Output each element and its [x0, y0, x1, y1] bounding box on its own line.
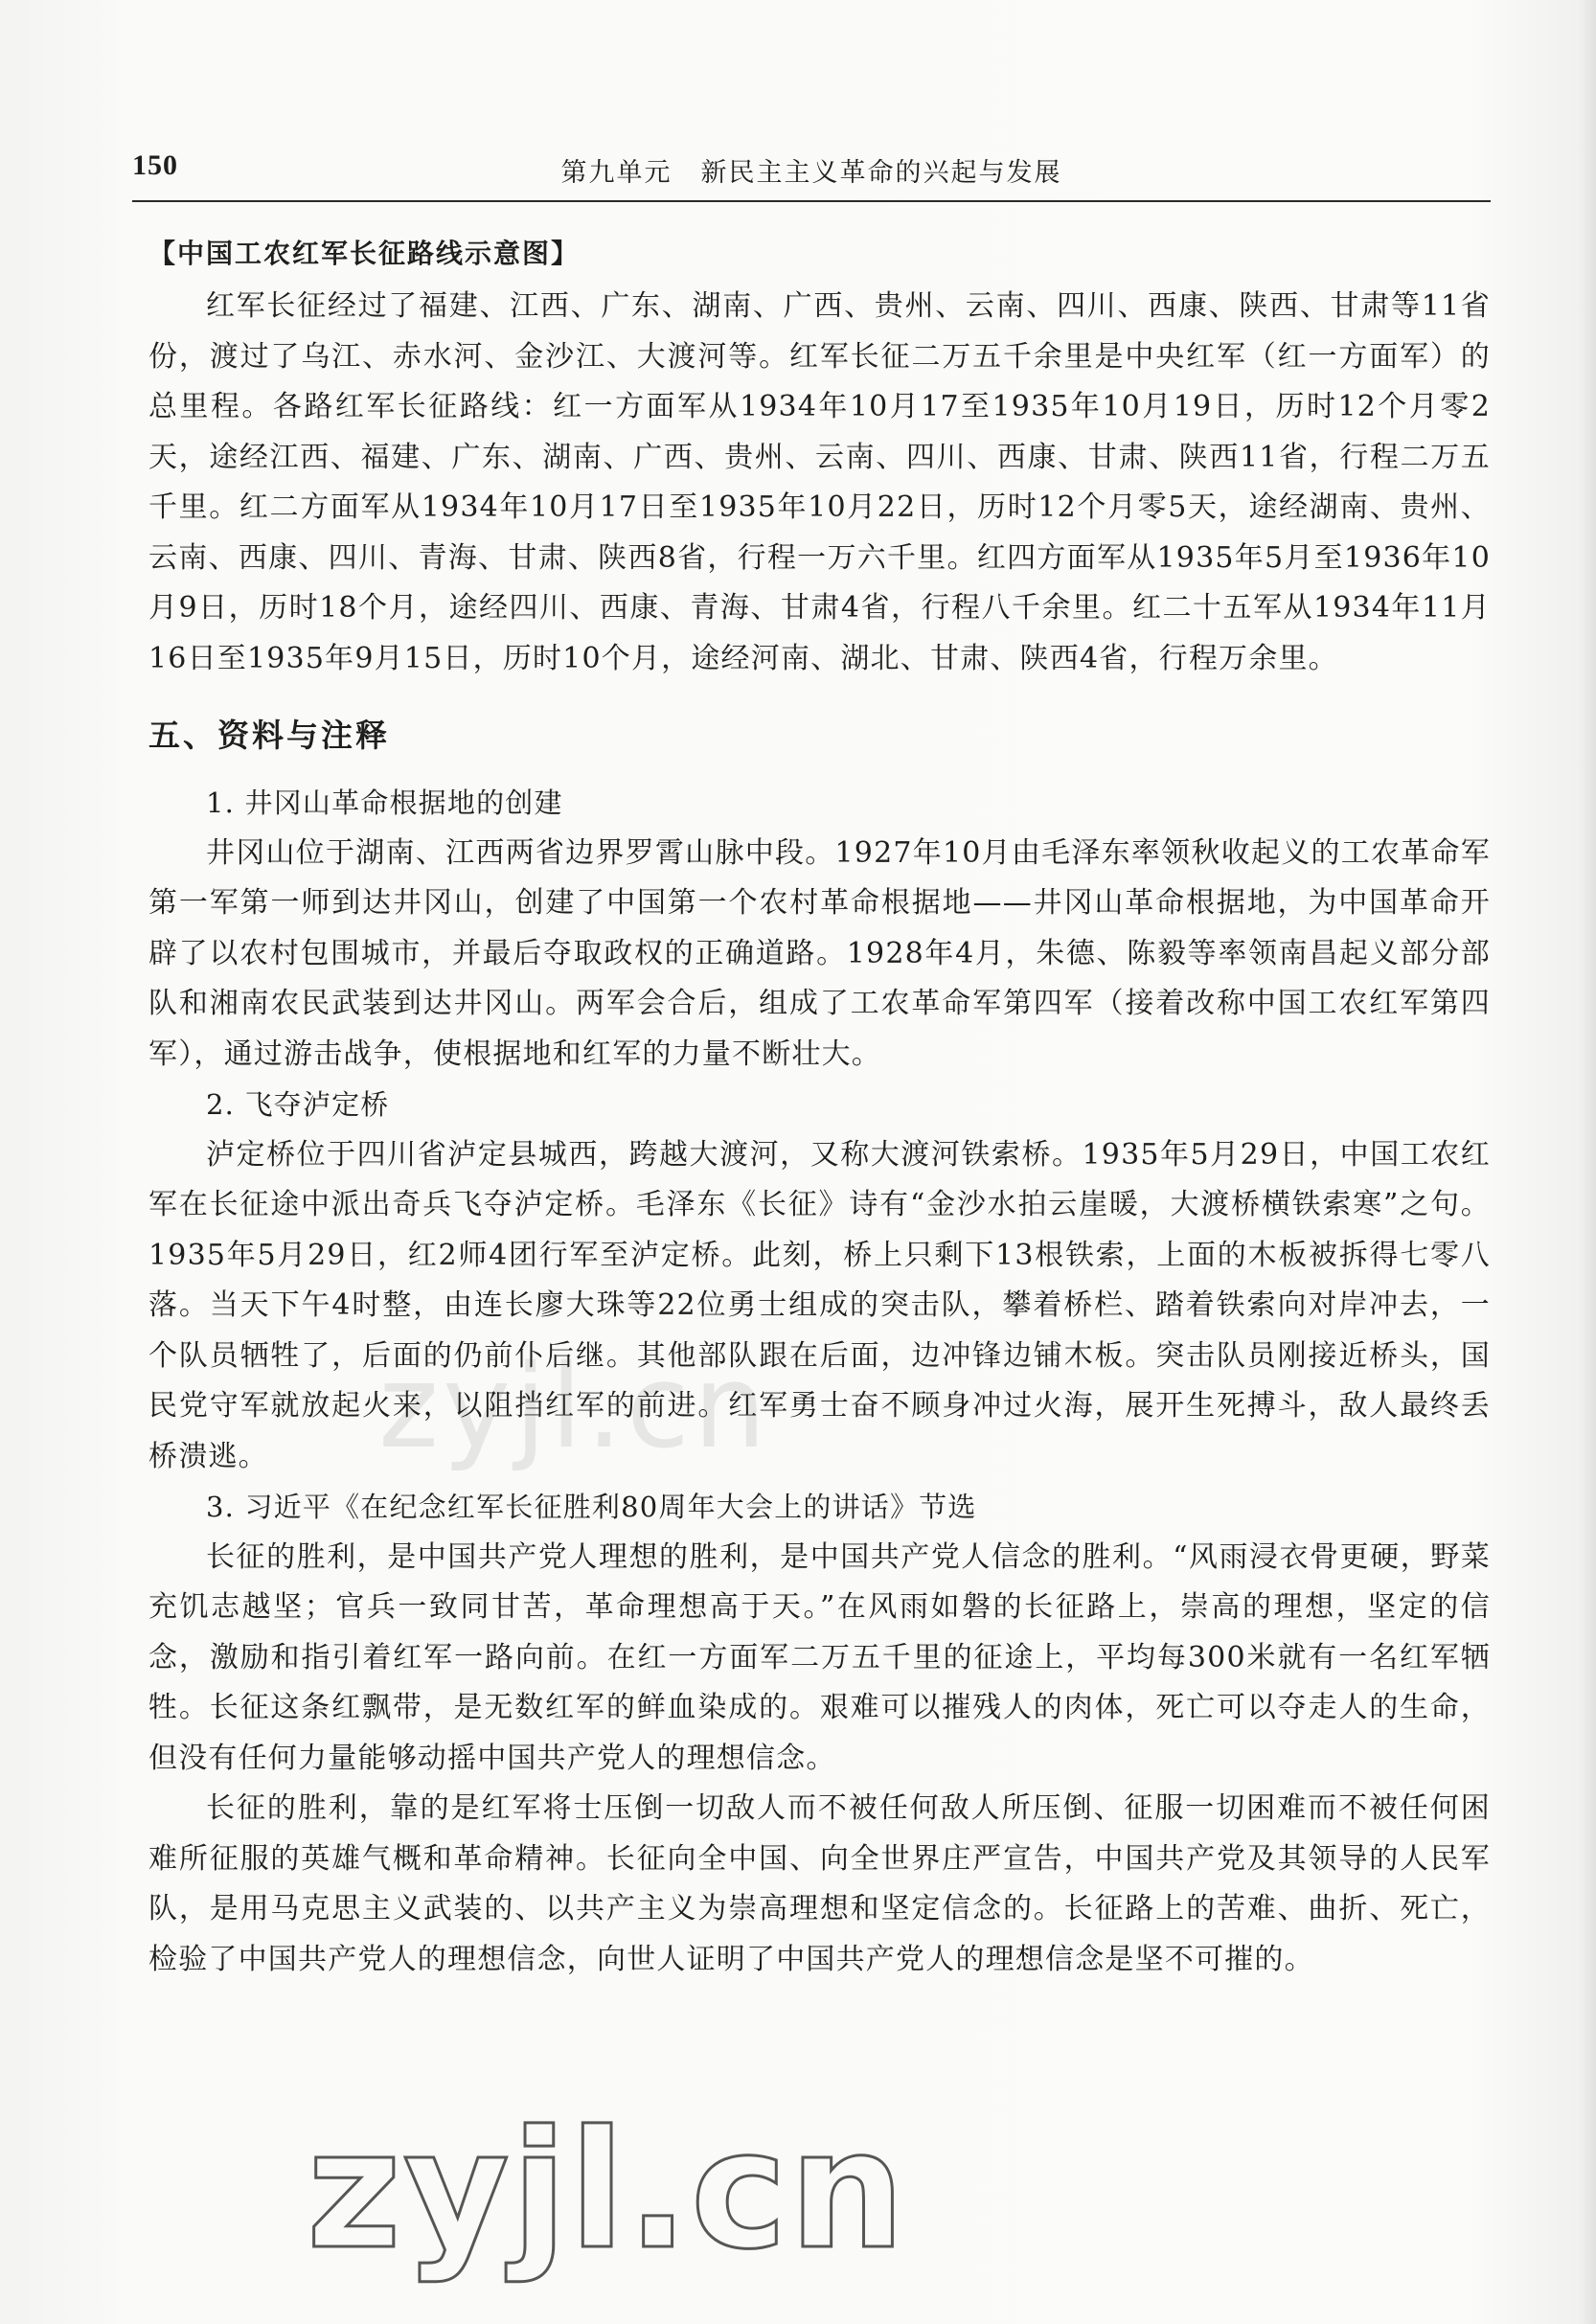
item-paragraph: 泸定桥位于四川省泸定县城西，跨越大渡河，又称大渡河铁索桥。1935年5月29日，中国工农红军在长征途中派出奇兵飞夺泸定桥。毛泽东《长征》诗有“金沙水拍云崖暖，大渡桥横铁索寒”之句。1935年5月29日，红2师4团行军至泸定桥。此刻，桥上只剩下13根铁索，上面的木板被拆得七零八落。当天下午4时整，由连长廖大珠等22位勇士组成的突击队，攀着桥栏、踏着铁索向对岸冲去，一个队员牺牲了，后面的仍前仆后继。其他部队跟在后面，边冲锋边铺木板。突击队员刚接近桥头，国民党守军就放起火来，以阻挡红军的前进。红军勇士奋不顾身冲过火海，展开生死搏斗，敌人最终丢桥溃逃。 [148, 1137, 1491, 1473]
watermark-bottom: zyjl.cn [307, 2096, 907, 2286]
item-title: 1. 井冈山革命根据地的创建 [206, 786, 563, 819]
unit-label: 第九单元 [560, 158, 673, 188]
item-paragraph: 井冈山位于湖南、江西两省边界罗霄山脉中段。1927年10月由毛泽东率领秋收起义的工农革命军第一军第一师到达井冈山，创建了中国第一个农村革命根据地——井冈山革命根据地，为中国革命开辟了以农村包围城市，并最后夺取政权的正确道路。1928年4月，朱德、陈毅等率领南昌起义部分部队和湘南农民武装到达井冈山。两军会合后，组成了工农革命军第四军（接着改称中国工农红军第四军），通过游击战争，使根据地和红军的力量不断壮大。 [148, 835, 1491, 1071]
item-title: 2. 飞夺泸定桥 [206, 1088, 390, 1121]
section-item-luding-bridge [148, 1080, 1491, 1482]
page-number: 150 [132, 149, 178, 181]
section-item-jinggangshan [148, 778, 1491, 1080]
section-item-speech-excerpt [148, 1482, 1491, 1985]
running-head [132, 151, 1491, 189]
map-caption-heading: 【中国工农红军长征路线示意图】 [148, 238, 581, 269]
item-title: 3. 习近平《在纪念红军长征胜利80周年大会上的讲话》节选 [206, 1491, 977, 1523]
chapter-title: 新民主主义革命的兴起与发展 [700, 158, 1062, 188]
header-rule [132, 200, 1491, 202]
page-content [148, 230, 1491, 1985]
item-paragraph: 长征的胜利，是中国共产党人理想的胜利，是中国共产党人信念的胜利。“风雨浸衣骨更硬，野菜充饥志越坚；官兵一致同甘苦，革命理想高于天。”在风雨如磐的长征路上，崇高的理想，坚定的信念，激励和指引着红军一路向前。在红一方面军二万五千里的征途上，平均每300米就有一名红军牺牲。长征这条红飘带，是无数红军的鲜血染成的。艰难可以摧残人的肉体，死亡可以夺走人的生命，但没有任何力量能够动摇中国共产党人的理想信念。 [148, 1539, 1491, 1775]
section-heading: 五、资料与注释 [148, 717, 390, 754]
item-paragraph: 长征的胜利，靠的是红军将士压倒一切敌人而不被任何敌人所压倒、征服一切困难而不被任何困难所征服的英雄气概和革命精神。长征向全中国、向全世界庄严宣告，中国共产党及其领导的人民军队，是用马克思主义武装的、以共产主义为崇高理想和坚定信念的。长征路上的苦难、曲折、死亡，检验了中国共产党人的理想信念，向世人证明了中国共产党人的理想信念是坚不可摧的。 [148, 1791, 1491, 1976]
page-header [132, 144, 1491, 201]
map-caption-paragraph: 红军长征经过了福建、江西、广东、湖南、广西、贵州、云南、四川、西康、陕西、甘肃等11省份，渡过了乌江、赤水河、金沙江、大渡河等。红军长征二万五千余里是中央红军（红一方面军）的总里程。各路红军长征路线：红一方面军从1934年10月17至1935年10月19日，历时12个月零2天，途经江西、福建、广东、湖南、广西、贵州、云南、四川、西康、甘肃、陕西11省，行程二万五千里。红二方面军从1934年10月17日至1935年10月22日，历时12个月零5天，途经湖南、贵州、云南、西康、四川、青海、甘肃、陕西8省，行程一万六千里。红四方面军从1935年5月至1936年10月9日，历时18个月，途经四川、西康、青海、甘肃4省，行程八千余里。红二十五军从1934年11月16日至1935年9月15日，历时10个月，途经河南、湖北、甘肃、陕西4省，行程万余里。 [148, 289, 1491, 675]
watermark-middle: zyjl.cn [378, 1341, 770, 1474]
binding-shadow [1579, 0, 1596, 2324]
